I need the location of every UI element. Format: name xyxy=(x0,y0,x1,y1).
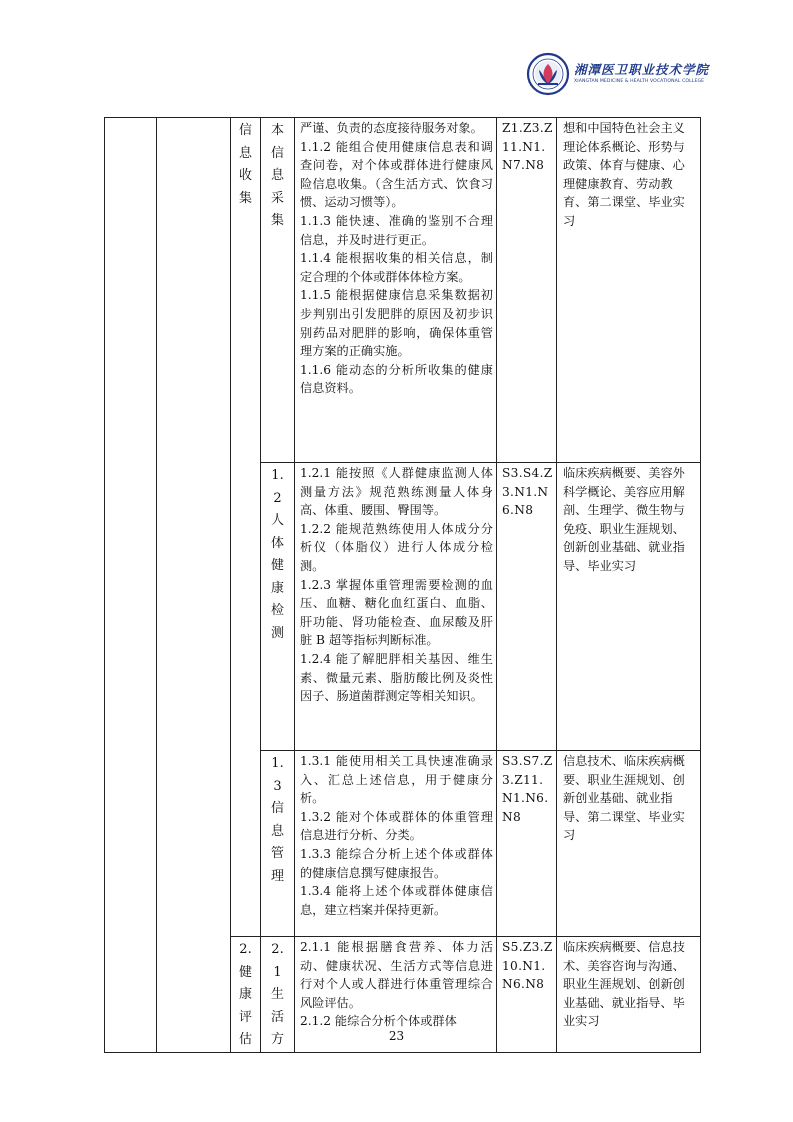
empty-col-1 xyxy=(105,118,157,1053)
skills-cell: 1.2.1 能按照《人群健康监测人体测量方法》规范熟练测量人体身高、体重、腰围、臀围等。 1.2.2 能规范熟练使用人体成分分析仪（体脂仪）进行人体成分检测。 1.2.3 掌握体重管理需要检测的血压、血糖、糖化血红蛋白、血脂、肝功能、肾功能检查、血尿酸及肝脏 B 超等指标判断标准。 1.2.4 能了解肥胖相关基因、维生素、微量元素、脂肪酸比例及炎性因子、肠道菌群测定等相关知识。 xyxy=(295,463,497,751)
skills-cell: 严谨、负责的态度接待服务对象。 1.1.2 能组合使用健康信息表和调查问卷，对个体或群体进行健康风险信息收集。（含生活方式、饮食习惯、运动习惯等）。 1.1.3 能快速、准确的鉴别不合理信息，并及时进行更正。 1.1.4 能根据收集的相关信息，制定合理的个体或群体体检方案。 1.1.5 能根据健康信息采集数据初步判别出引发肥胖的原因及初步识别药品对肥胖的影响，确保体重管理方案的正确实施。 1.1.6 能动态的分析所收集的健康信息资料。 xyxy=(295,118,497,463)
code-cell: S3.S7.Z3.Z11.N1.N6.N8 xyxy=(497,751,557,937)
task-cell: 1.3信息管理 xyxy=(261,751,295,937)
module-cell: 信息收集 xyxy=(231,118,261,937)
page-number: 23 xyxy=(388,1029,405,1043)
college-emblem-icon xyxy=(526,52,570,96)
code-cell: S5.Z3.Z10.N1.N6.N8 xyxy=(497,937,557,1053)
college-name: 湘潭医卫职业技术学院 xyxy=(574,62,710,77)
courses-cell: 信息技术、临床疾病概要、职业生涯规划、创新创业基础、就业指导、第二课堂、毕业实习 xyxy=(557,751,701,937)
courses-cell: 想和中国特色社会主义理论体系概论、形势与政策、体育与健康、心理健康教育、劳动教育、第二课堂、毕业实习 xyxy=(557,118,701,463)
courses-cell: 临床疾病概要、美容外科学概论、美容应用解剖、生理学、微生物与免疫、职业生涯规划、创新创业基础、就业指导、毕业实习 xyxy=(557,463,701,751)
code-cell: Z1.Z3.Z11.N1.N7.N8 xyxy=(497,118,557,463)
table-row xyxy=(105,118,701,463)
curriculum-table xyxy=(104,117,701,1053)
college-logo xyxy=(526,52,710,98)
task-cell: 1.2人体健康检测 xyxy=(261,463,295,751)
empty-col-2 xyxy=(157,118,231,1053)
code-cell: S3.S4.Z3.N1.N6.N8 xyxy=(497,463,557,751)
skills-cell: 1.3.1 能使用相关工具快速准确录入、汇总上述信息，用于健康分析。 1.3.2 能对个体或群体的体重管理信息进行分析、分类。 1.3.3 能综合分析上述个体或群体的健康信息撰写健康报告。 1.3.4 能将上述个体或群体健康信息，建立档案并保持更新。 xyxy=(295,751,497,937)
module-cell: 2.健康评估 xyxy=(231,937,261,1053)
skills-cell: 2.1.1 能根据膳食营养、体力活动、健康状况、生活方式等信息进行对个人或人群进行体重管理综合风险评估。 2.1.2 能综合分析个体或群体 xyxy=(295,937,497,1053)
task-cell: 本信息采集 xyxy=(261,118,295,463)
college-name-en: XIANGTAN MEDICINE & HEALTH VOCATIONAL COLLEGE xyxy=(574,79,705,84)
courses-cell: 临床疾病概要、信息技术、美容咨询与沟通、职业生涯规划、创新创业基础、就业指导、毕业实习 xyxy=(557,937,701,1053)
task-cell: 2.1生活方 xyxy=(261,937,295,1053)
